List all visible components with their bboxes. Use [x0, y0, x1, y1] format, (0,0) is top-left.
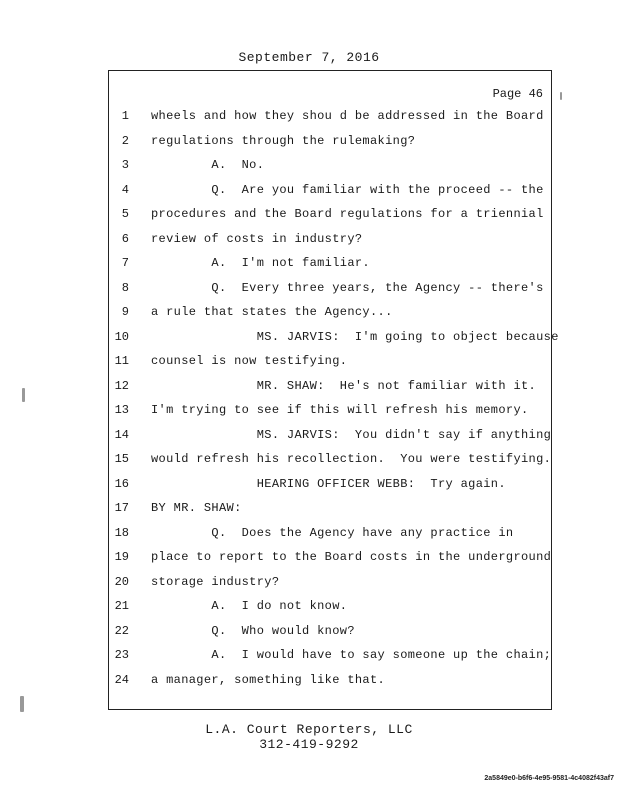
- line-text: Q. Are you familiar with the proceed -- the: [151, 182, 544, 197]
- line-number: 6: [121, 231, 129, 246]
- line-text: a manager, something like that.: [151, 672, 386, 687]
- line-text: procedures and the Board regulations for a triennial: [151, 207, 544, 221]
- line-number: 23: [114, 648, 129, 662]
- line-number: 8: [121, 280, 129, 295]
- line-number: 20: [114, 574, 129, 589]
- line-text: counsel is now testifying.: [151, 354, 348, 368]
- line-text: MS. JARVIS: I'm going to object because: [151, 329, 559, 344]
- line-number: 5: [121, 207, 129, 221]
- document-id: 2a5849e0-b6f6-4e95-9581-4c4082f43af7: [484, 775, 614, 782]
- line-text: review of costs in industry?: [151, 231, 363, 246]
- line-text: would refresh his recollection. You were testifying.: [151, 452, 552, 466]
- line-number: 11: [114, 354, 129, 368]
- line-number: 14: [114, 427, 129, 442]
- line-text: Q. Does the Agency have any practice in: [151, 525, 514, 540]
- line-text: wheels and how they shou d be addressed in the Board: [151, 109, 544, 123]
- line-text: A. I would have to say someone up the chain;: [151, 648, 552, 662]
- line-number: 7: [121, 256, 129, 270]
- line-text: I'm trying to see if this will refresh his memory.: [151, 403, 529, 417]
- scan-speck: [22, 388, 25, 402]
- line-text: storage industry?: [151, 574, 280, 589]
- line-text: A. I'm not familiar.: [151, 256, 370, 270]
- scan-speck: [560, 92, 562, 100]
- line-number: 17: [114, 501, 129, 515]
- transcript-frame: [108, 70, 559, 710]
- line-number: 21: [114, 599, 129, 613]
- line-number: 10: [114, 329, 129, 344]
- line-number: 22: [114, 623, 129, 638]
- line-number: 12: [114, 378, 129, 393]
- line-number: 16: [114, 476, 129, 491]
- footer-company: L.A. Court Reporters, LLC: [205, 722, 413, 737]
- line-number: 2: [121, 133, 129, 148]
- line-number: 13: [114, 403, 129, 417]
- line-text: Q. Every three years, the Agency -- there's: [151, 280, 544, 295]
- transcript-date: September 7, 2016: [238, 50, 380, 65]
- footer-phone: 312-419-9292: [259, 737, 359, 752]
- scan-speck: [20, 696, 24, 712]
- line-number: 9: [121, 305, 129, 319]
- page-number: Page 46: [492, 87, 543, 101]
- line-number: 4: [121, 182, 129, 197]
- line-number: 18: [114, 525, 129, 540]
- line-text: a rule that states the Agency...: [151, 305, 393, 319]
- line-number: 15: [114, 452, 129, 466]
- line-text: place to report to the Board costs in the underground: [151, 550, 552, 564]
- line-text: A. I do not know.: [151, 599, 348, 613]
- line-text: Q. Who would know?: [151, 623, 355, 638]
- line-text: HEARING OFFICER WEBB: Try again.: [151, 476, 506, 491]
- line-text: regulations through the rulemaking?: [151, 133, 416, 148]
- line-number: 1: [121, 109, 129, 123]
- line-number: 24: [114, 672, 129, 687]
- line-text: A. No.: [151, 158, 265, 172]
- line-number: 3: [121, 158, 129, 172]
- line-number: 19: [114, 550, 129, 564]
- line-text: MS. JARVIS: You didn't say if anything: [151, 427, 552, 442]
- line-text: MR. SHAW: He's not familiar with it.: [151, 378, 537, 393]
- line-text: BY MR. SHAW:: [151, 501, 242, 515]
